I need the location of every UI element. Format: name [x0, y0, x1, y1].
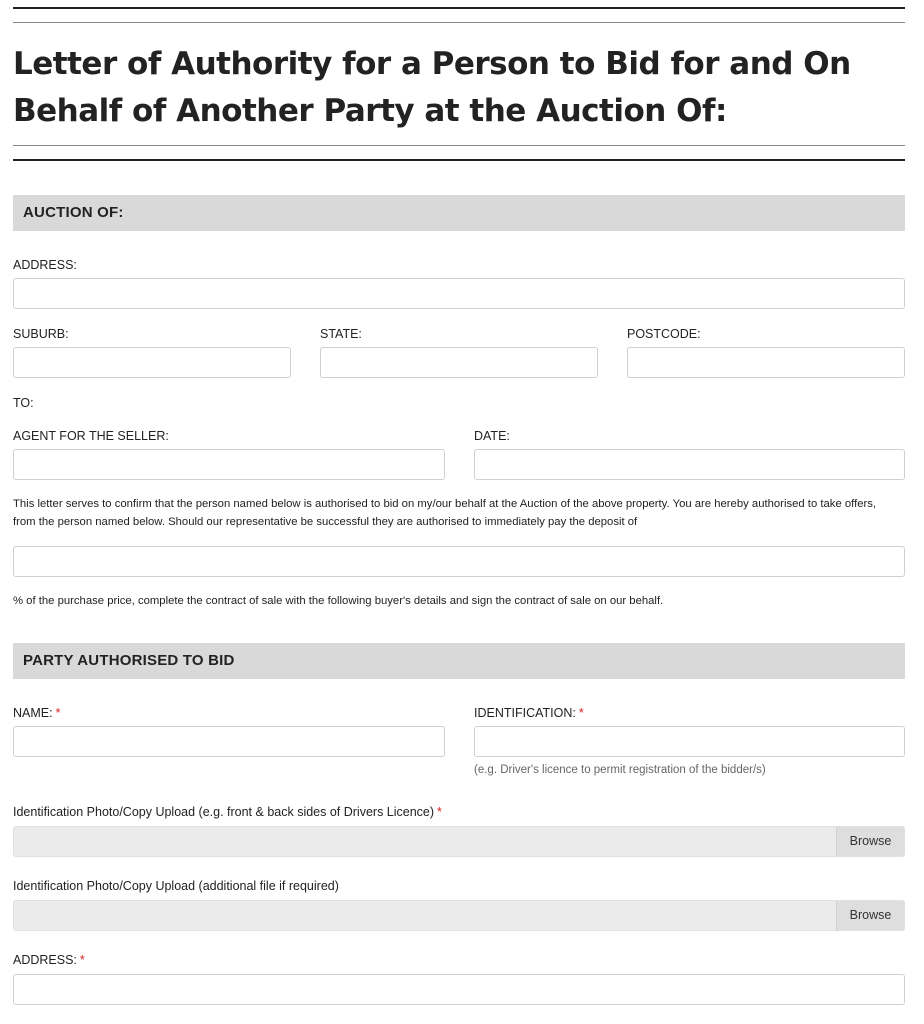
postcode-input[interactable] — [627, 347, 905, 378]
date-label: DATE: — [474, 429, 510, 443]
date-input[interactable] — [474, 449, 905, 480]
party-address-label-text: ADDRESS: — [13, 953, 77, 967]
auction-address-label: ADDRESS: — [13, 258, 77, 272]
top-rule — [13, 7, 905, 9]
upload1-label — [13, 804, 442, 820]
identification-input[interactable] — [474, 726, 905, 757]
auction-section-title: AUCTION OF: — [23, 204, 124, 221]
state-label: STATE: — [320, 327, 362, 341]
upload2-browse-button[interactable]: Browse — [836, 901, 904, 930]
required-mark: * — [437, 805, 442, 819]
to-label: TO: — [13, 396, 34, 410]
auction-address-input[interactable] — [13, 278, 905, 309]
identification-label-text: IDENTIFICATION: — [474, 706, 576, 720]
required-mark: * — [578, 706, 584, 720]
upload1-file-input[interactable] — [13, 826, 905, 857]
name-input[interactable] — [13, 726, 445, 757]
party-address-label — [13, 952, 85, 968]
party-section-title: PARTY AUTHORISED TO BID — [23, 652, 235, 669]
suburb-label: SUBURB: — [13, 327, 69, 341]
party-section-header — [13, 643, 905, 679]
identification-hint: (e.g. Driver's licence to permit registration of the bidder/s) — [474, 764, 766, 776]
suburb-input[interactable] — [13, 347, 291, 378]
auction-section-header — [13, 195, 905, 231]
agent-input[interactable] — [13, 449, 445, 480]
name-label-text: NAME: — [13, 706, 53, 720]
page-title: Letter of Authority for a Person to Bid for and On Behalf of Another Party at the Auction Of: — [13, 46, 851, 129]
party-address-input[interactable] — [13, 974, 905, 1005]
upload1-browse-button[interactable]: Browse — [836, 827, 904, 856]
purchase-price-paragraph: % of the purchase price, complete the contract of sale with the following buyer's details and sign the contract of sale on our behalf. — [13, 595, 664, 607]
agent-label: AGENT FOR THE SELLER: — [13, 429, 169, 443]
upload2-label: Identification Photo/Copy Upload (additional file if required) — [13, 879, 339, 893]
identification-label — [474, 705, 584, 721]
required-mark: * — [79, 953, 85, 967]
required-mark: * — [55, 706, 61, 720]
authority-paragraph: This letter serves to confirm that the person named below is authorised to bid on my/our behalf at the Auction of the above property. You are hereby authorised to take offers, from the person named below. Should our representative be successful they are authorised to immediately pay the deposit of — [13, 498, 877, 528]
top-rule-thin — [13, 22, 905, 23]
postcode-label: POSTCODE: — [627, 327, 701, 341]
upload2-file-input[interactable] — [13, 900, 905, 931]
title-rule-thin — [13, 145, 905, 146]
name-label — [13, 705, 60, 721]
state-input[interactable] — [320, 347, 598, 378]
title-rule — [13, 159, 905, 161]
upload1-label-text: Identification Photo/Copy Upload (e.g. front & back sides of Drivers Licence) — [13, 805, 435, 819]
deposit-percent-input[interactable] — [13, 546, 905, 577]
